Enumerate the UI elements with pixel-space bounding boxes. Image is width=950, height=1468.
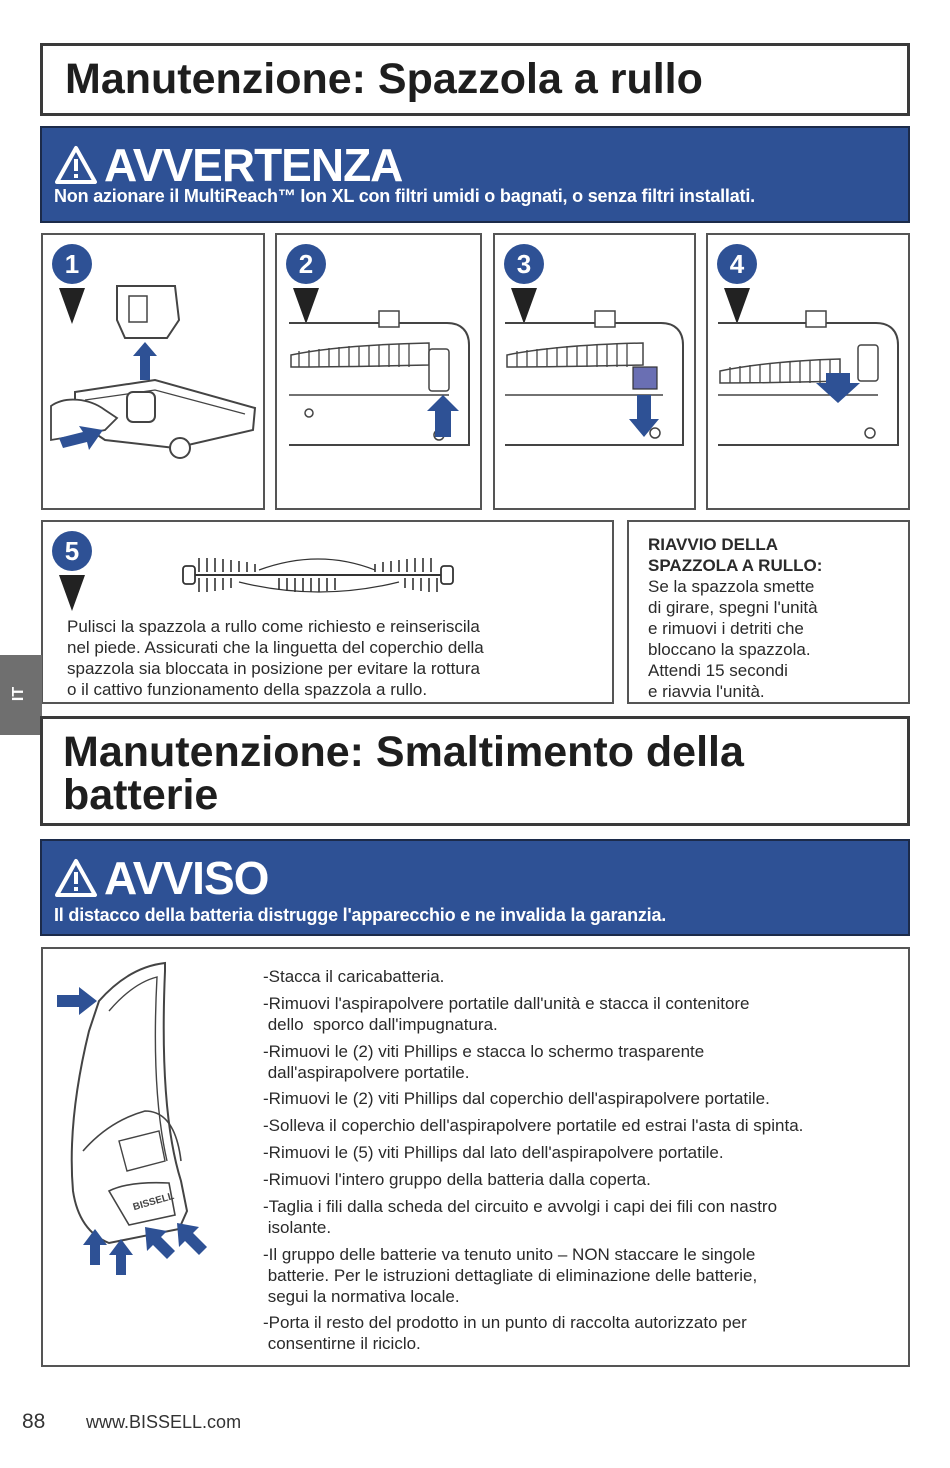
restart-line: e riavvia l'unità.	[648, 682, 765, 701]
remove-brush-roll-illustration	[710, 295, 908, 495]
instruction-line: -Rimuovi le (2) viti Phillips dal coperchio dell'aspirapolvere portatile.	[263, 1089, 770, 1108]
step-panel-2	[275, 233, 482, 510]
restart-line: di girare, spegni l'unità	[648, 598, 818, 617]
instruction-line: -Stacca il caricabatteria.	[263, 967, 445, 986]
warning-heading-row	[54, 138, 402, 192]
restart-heading: SPAZZOLA A RULLO:	[648, 556, 823, 575]
instruction-line: -Porta il resto del prodotto in un punto di raccolta autorizzato per	[263, 1313, 747, 1332]
unlock-brush-cover-illustration	[279, 295, 479, 495]
instruction-item	[263, 966, 943, 987]
step-panel-3	[493, 233, 696, 510]
section-title-box	[40, 43, 910, 116]
remove-handheld-illustration	[45, 280, 263, 500]
instruction-item	[263, 1115, 943, 1136]
notice-text: Il distacco della batteria distrugge l'apparecchio e ne invalida la garanzia.	[54, 905, 667, 925]
brush-roll-illustration	[179, 550, 459, 600]
instruction-line: -Solleva il coperchio dell'aspirapolvere portatile ed estrai l'asta di spinta.	[263, 1116, 804, 1135]
step5-line: Pulisci la spazzola a rullo come richiesto e reinseriscila	[67, 617, 480, 636]
open-brush-cover-illustration	[497, 295, 693, 495]
step5-text	[67, 616, 607, 700]
brand-logo: BISSELL	[131, 1190, 176, 1214]
warning-text: Non azionare il MultiReach™ Ion XL con filtri umidi o bagnati, o senza filtri installati.	[54, 186, 755, 206]
warning-banner	[40, 126, 910, 223]
notice-heading-row	[54, 851, 268, 905]
instruction-item	[263, 1196, 943, 1238]
instruction-line: -Rimuovi le (5) viti Phillips dal lato dell'aspirapolvere portatile.	[263, 1143, 724, 1162]
instruction-line: -Rimuovi l'aspirapolvere portatile dall'unità e stacca il contenitore	[263, 994, 750, 1013]
instruction-line: -Il gruppo delle batterie va tenuto unito – NON staccare le singole	[263, 1245, 756, 1264]
instruction-line: dello sporco dall'impugnatura.	[263, 1015, 498, 1034]
step-panel-4	[706, 233, 910, 510]
instruction-item	[263, 1041, 943, 1083]
instruction-line: segui la normativa locale.	[263, 1287, 460, 1306]
restart-line: Attendi 15 secondi	[648, 661, 788, 680]
restart-line: bloccano la spazzola.	[648, 640, 811, 659]
section-title-box	[40, 716, 910, 826]
instruction-line: -Rimuovi le (2) viti Phillips e stacca lo schermo trasparente	[263, 1042, 705, 1061]
notice-heading: AVVISO	[104, 852, 269, 904]
step-panel-1	[41, 233, 265, 510]
step-number: 2	[286, 244, 326, 284]
warning-triangle-icon	[54, 145, 98, 185]
handheld-vacuum-illustration	[49, 961, 219, 1291]
instruction-line: dall'aspirapolvere portatile.	[263, 1063, 470, 1082]
step5-line: nel piede. Assicurati che la linguetta del coperchio della	[67, 638, 484, 657]
warning-triangle-icon	[54, 858, 98, 898]
instruction-line: -Rimuovi l'intero gruppo della batteria dalla coperta.	[263, 1170, 651, 1189]
language-tab-label: IT	[10, 686, 28, 702]
section-title	[63, 728, 744, 819]
instruction-item	[263, 1142, 943, 1163]
restart-line: e rimuovi i detriti che	[648, 619, 804, 638]
instruction-item	[263, 1244, 943, 1307]
step-number: 5	[52, 531, 92, 571]
step-number: 1	[52, 244, 92, 284]
step-number: 3	[504, 244, 544, 284]
restart-content	[648, 534, 908, 702]
restart-box	[627, 520, 910, 704]
step-pointer-icon	[59, 575, 85, 611]
step5-line: o il cattivo funzionamento della spazzola a rullo.	[67, 680, 428, 699]
section-title-line: Manutenzione: Smaltimento della	[63, 728, 744, 776]
notice-banner	[40, 839, 910, 936]
section-title: Manutenzione: Spazzola a rullo	[65, 55, 703, 103]
page-number: 88	[22, 1410, 46, 1433]
instruction-line: isolante.	[263, 1218, 332, 1237]
instruction-line: consentirne il riciclo.	[263, 1334, 421, 1353]
step-number: 4	[717, 244, 757, 284]
website-link[interactable]: www.BISSELL.com	[86, 1412, 242, 1432]
language-tab	[0, 655, 42, 735]
instruction-item	[263, 1169, 943, 1190]
step5-line: spazzola sia bloccata in posizione per evitare la rottura	[67, 659, 480, 678]
restart-line: Se la spazzola smette	[648, 577, 815, 596]
instruction-line: batterie. Per le istruzioni dettagliate di eliminazione delle batterie,	[263, 1266, 758, 1285]
step-panel-5	[41, 520, 614, 704]
section-title-line: batterie	[63, 771, 219, 819]
instruction-item	[263, 1088, 943, 1109]
battery-instructions-box	[41, 947, 910, 1367]
restart-heading: RIAVVIO DELLA	[648, 535, 779, 554]
warning-heading: AVVERTENZA	[104, 139, 403, 191]
instruction-item	[263, 993, 943, 1035]
instruction-line: -Taglia i fili dalla scheda del circuito e avvolgi i capi dei fili con nastro	[263, 1197, 778, 1216]
instruction-item	[263, 1312, 943, 1354]
